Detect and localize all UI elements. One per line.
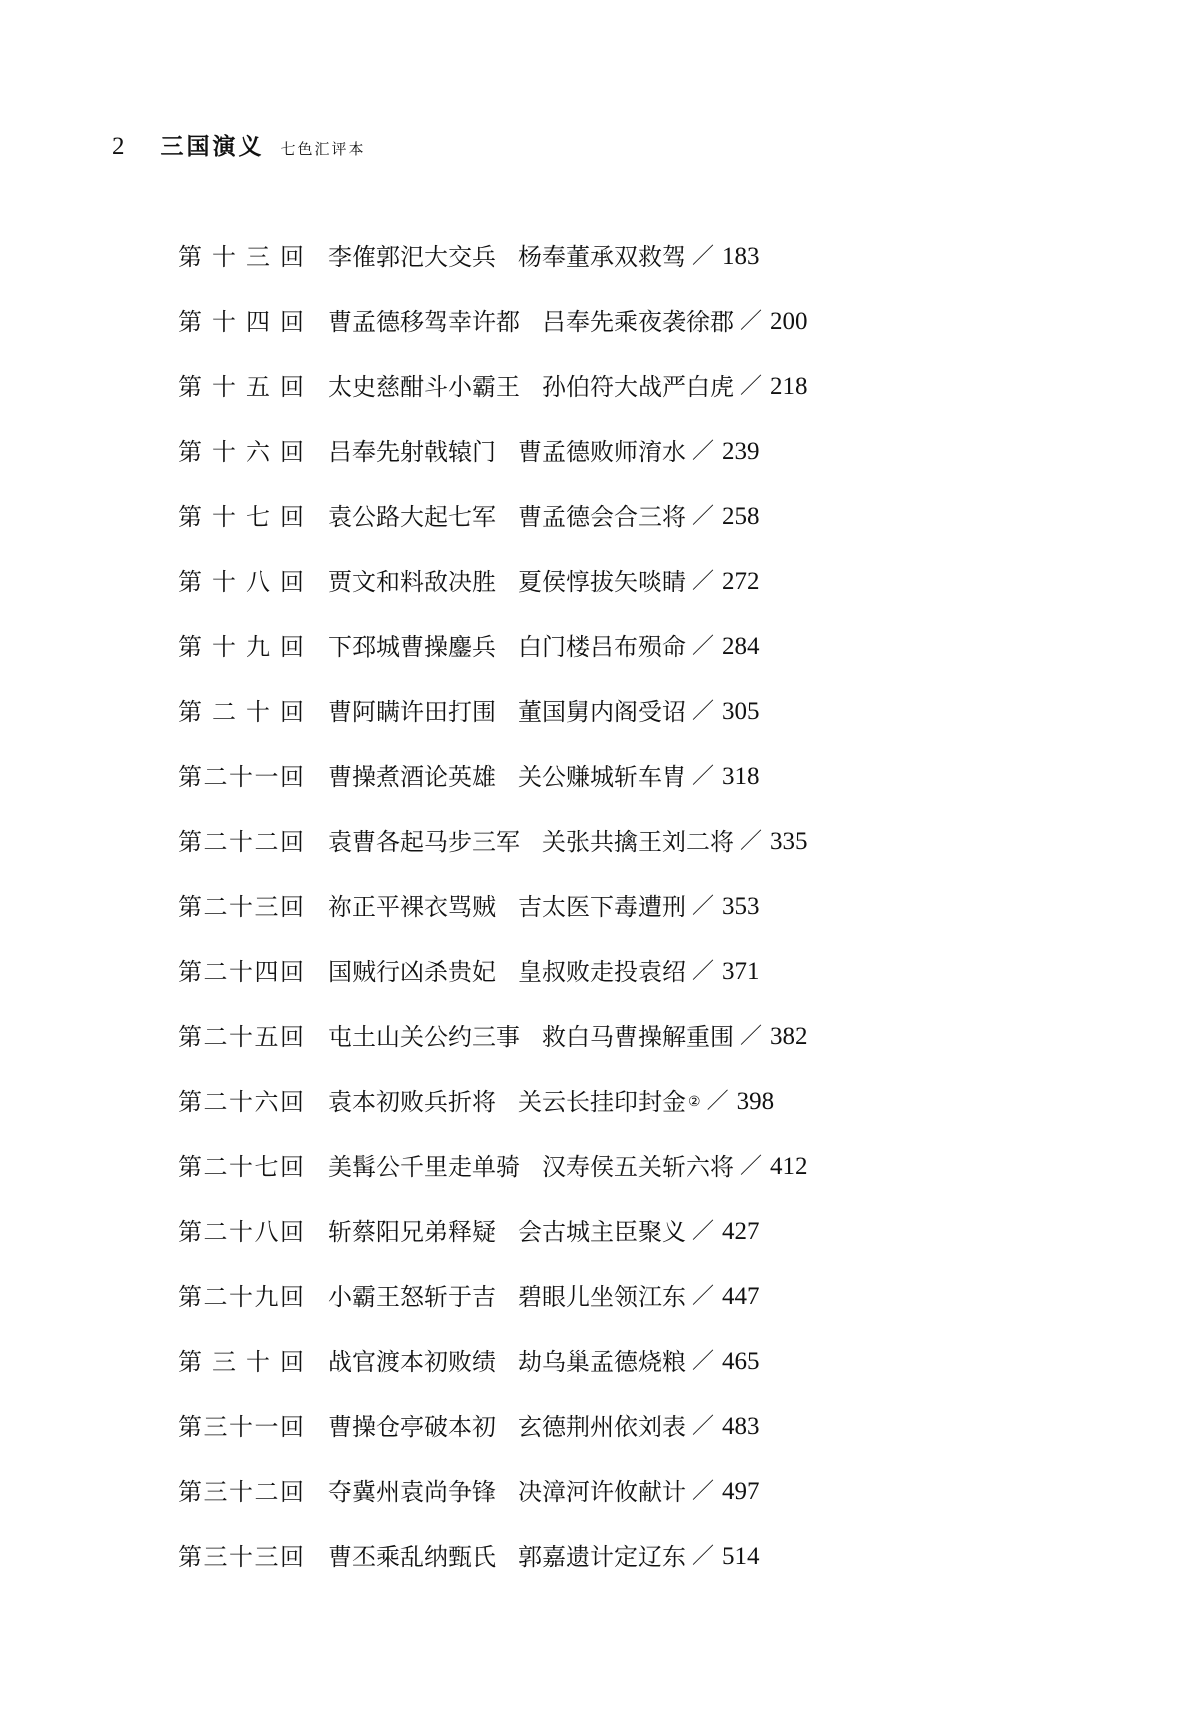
chapter-title-first-line: 吕奉先射戟辕门 <box>328 437 496 466</box>
page-reference: 318 <box>722 762 760 790</box>
book-title: 三国演义 <box>160 134 265 160</box>
chapter-title-second-line: 夏侯惇拔矢啖睛 <box>518 567 686 596</box>
page-reference: 497 <box>722 1477 760 1505</box>
chapter-title-first-line: 曹阿瞒许田打围 <box>328 697 496 726</box>
chapter-title-second-line: 董国舅内阁受诏 <box>518 697 686 726</box>
chapter-number: 第二十九回 <box>178 1282 304 1311</box>
page-reference: 412 <box>770 1152 808 1180</box>
toc-entry[interactable] <box>178 1459 1138 1524</box>
page-separator: ／ <box>740 1153 763 1179</box>
page-separator: ／ <box>740 828 763 854</box>
page-reference: 335 <box>770 827 808 855</box>
toc-entry[interactable] <box>178 224 1138 289</box>
chapter-title-second-line: 劫乌巢孟德烧粮 <box>518 1347 686 1376</box>
chapter-title-first-line: 袁公路大起七军 <box>328 502 496 531</box>
chapter-number: 第十三回 <box>178 242 304 271</box>
chapter-title-first-line: 曹丕乘乱纳甄氏 <box>328 1542 496 1571</box>
chapter-number: 第二十八回 <box>178 1217 304 1246</box>
page-reference: 398 <box>736 1087 775 1115</box>
chapter-number: 第三十回 <box>178 1347 304 1376</box>
toc-entry[interactable] <box>178 1264 1138 1329</box>
chapter-title-second-line: 会古城主臣聚义 <box>518 1217 686 1246</box>
page-reference: 305 <box>722 697 760 725</box>
toc-entry[interactable] <box>178 614 1138 679</box>
chapter-number: 第二十四回 <box>178 957 304 986</box>
page-reference: 183 <box>722 242 760 270</box>
page-reference: 382 <box>770 1022 808 1050</box>
chapter-number: 第三十三回 <box>178 1542 304 1571</box>
page-reference: 427 <box>722 1217 760 1245</box>
page-reference: 239 <box>722 437 760 465</box>
chapter-title-first-line: 下邳城曹操鏖兵 <box>328 632 496 661</box>
page-reference: 353 <box>722 892 760 920</box>
chapter-title-first-line: 袁本初败兵折将 <box>328 1087 496 1116</box>
toc-entry[interactable] <box>178 1394 1138 1459</box>
chapter-title-first-line: 太史慈酣斗小霸王 <box>328 372 520 401</box>
chapter-title-second-line: 曹孟德会合三将 <box>518 502 686 531</box>
chapter-title-second-line: 碧眼儿坐领江东 <box>518 1282 686 1311</box>
chapter-title-second-line: 关云长挂印封金 <box>518 1087 686 1116</box>
chapter-number: 第二十三回 <box>178 892 304 921</box>
chapter-title-second-line: 关公赚城斩车胄 <box>518 762 686 791</box>
page-reference: 514 <box>722 1542 760 1570</box>
page-reference: 272 <box>722 567 760 595</box>
chapter-number: 第三十一回 <box>178 1412 304 1441</box>
page-separator: ／ <box>692 1478 715 1504</box>
toc-entry[interactable] <box>178 484 1138 549</box>
chapter-number: 第十四回 <box>178 307 304 336</box>
toc-entry[interactable] <box>178 549 1138 614</box>
toc-entry[interactable] <box>178 354 1138 419</box>
chapter-title-first-line: 祢正平裸衣骂贼 <box>328 892 496 921</box>
page-number: 2 <box>112 133 125 160</box>
chapter-title-first-line: 曹操仓亭破本初 <box>328 1412 496 1441</box>
chapter-title-first-line: 美髯公千里走单骑 <box>328 1152 520 1181</box>
chapter-number: 第二十二回 <box>178 827 304 856</box>
chapter-title-first-line: 屯土山关公约三事 <box>328 1022 520 1051</box>
chapter-number: 第十六回 <box>178 437 304 466</box>
chapter-title-second-line: 白门楼吕布殒命 <box>518 632 686 661</box>
page-separator: ／ <box>692 438 715 464</box>
page-separator: ／ <box>692 243 715 269</box>
page-separator: ／ <box>692 1283 715 1309</box>
chapter-title-first-line: 李傕郭汜大交兵 <box>328 242 496 271</box>
chapter-title-first-line: 曹孟德移驾幸许都 <box>328 307 520 336</box>
page-separator: ／ <box>692 503 715 529</box>
page-reference: 258 <box>722 502 760 530</box>
chapter-title-first-line: 小霸王怒斩于吉 <box>328 1282 496 1311</box>
toc-entry[interactable] <box>178 874 1138 939</box>
chapter-title-second-line: 孙伯符大战严白虎 <box>542 372 734 401</box>
page-separator: ／ <box>692 1218 715 1244</box>
toc-entry[interactable] <box>178 744 1138 809</box>
chapter-title-second-line: 吕奉先乘夜袭徐郡 <box>542 307 734 336</box>
page-reference: 483 <box>722 1412 760 1440</box>
chapter-title-second-line: 关张共擒王刘二将 <box>542 827 734 856</box>
toc-entry[interactable] <box>178 419 1138 484</box>
toc-entry[interactable] <box>178 679 1138 744</box>
page-separator: ／ <box>692 1348 715 1374</box>
chapter-title-first-line: 夺冀州袁尚争锋 <box>328 1477 496 1506</box>
toc-entry[interactable] <box>178 1524 1138 1589</box>
chapter-number: 第十五回 <box>178 372 304 401</box>
chapter-title-second-line: 玄德荆州依刘表 <box>518 1412 686 1441</box>
page-separator: ／ <box>740 373 763 399</box>
toc-entry[interactable] <box>178 1134 1138 1199</box>
chapter-title-first-line: 战官渡本初败绩 <box>328 1347 496 1376</box>
page-reference: 465 <box>722 1347 760 1375</box>
footnote-marker[interactable]: ② <box>688 1093 701 1110</box>
chapter-title-first-line: 国贼行凶杀贵妃 <box>328 957 496 986</box>
page-separator: ／ <box>740 308 763 334</box>
chapter-title-first-line: 斩蔡阳兄弟释疑 <box>328 1217 496 1246</box>
chapter-title-first-line: 曹操煮酒论英雄 <box>328 762 496 791</box>
toc-entry[interactable] <box>178 1329 1138 1394</box>
page-reference: 200 <box>770 307 808 335</box>
chapter-title-second-line: 杨奉董承双救驾 <box>518 242 686 271</box>
page-reference: 218 <box>770 372 808 400</box>
toc-entry[interactable] <box>178 939 1138 1004</box>
page-reference: 447 <box>722 1282 760 1310</box>
chapter-title-second-line: 汉寿侯五关斩六将 <box>542 1152 734 1181</box>
toc-entry[interactable] <box>178 809 1138 874</box>
chapter-title-second-line: 郭嘉遗计定辽东 <box>518 1542 686 1571</box>
chapter-title-first-line: 贾文和料敌决胜 <box>328 567 496 596</box>
chapter-number: 第十七回 <box>178 502 304 531</box>
page-separator: ／ <box>692 1543 715 1569</box>
table-of-contents <box>178 224 1138 1589</box>
page-separator: ／ <box>692 568 715 594</box>
page-separator: ／ <box>740 1023 763 1049</box>
page-separator: ／ <box>692 1413 715 1439</box>
edition-subtitle: 七色汇评本 <box>280 140 366 158</box>
chapter-number: 第二十五回 <box>178 1022 304 1051</box>
chapter-title-second-line: 救白马曹操解重围 <box>542 1022 734 1051</box>
page-separator: ／ <box>692 698 715 724</box>
page-separator: ／ <box>706 1088 729 1114</box>
chapter-title-second-line: 吉太医下毒遭刑 <box>518 892 686 921</box>
running-header <box>112 128 366 164</box>
page-separator: ／ <box>692 633 715 659</box>
page-separator: ／ <box>692 763 715 789</box>
chapter-number: 第十九回 <box>178 632 304 661</box>
page-separator: ／ <box>692 958 715 984</box>
page-separator: ／ <box>692 893 715 919</box>
chapter-number: 第二十六回 <box>178 1087 304 1116</box>
toc-entry[interactable] <box>178 1069 1138 1134</box>
chapter-number: 第二十七回 <box>178 1152 304 1181</box>
page-reference: 371 <box>722 957 760 985</box>
chapter-title-second-line: 决漳河许攸献计 <box>518 1477 686 1506</box>
chapter-number: 第三十二回 <box>178 1477 304 1506</box>
chapter-number: 第十八回 <box>178 567 304 596</box>
page-reference: 284 <box>722 632 760 660</box>
chapter-title-second-line: 曹孟德败师淯水 <box>518 437 686 466</box>
toc-entry[interactable] <box>178 289 1138 354</box>
chapter-number: 第二十回 <box>178 697 304 726</box>
chapter-number: 第二十一回 <box>178 762 304 791</box>
toc-entry[interactable] <box>178 1004 1138 1069</box>
toc-entry[interactable] <box>178 1199 1138 1264</box>
chapter-title-second-line: 皇叔败走投袁绍 <box>518 957 686 986</box>
chapter-title-first-line: 袁曹各起马步三军 <box>328 827 520 856</box>
